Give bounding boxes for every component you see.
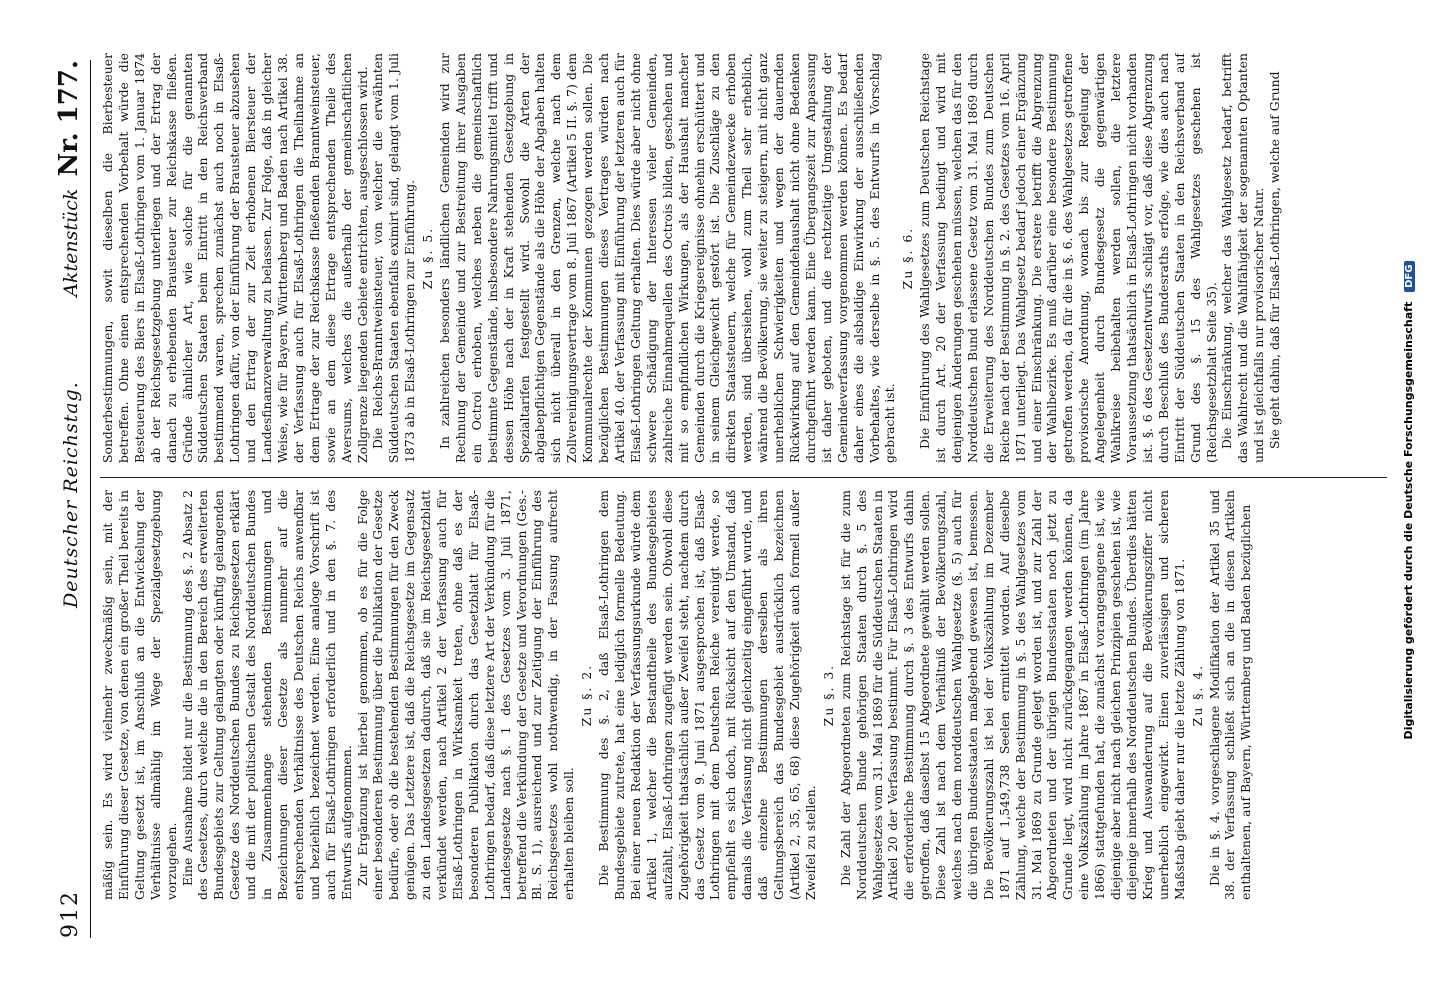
dfg-logo: DFG: [1404, 261, 1415, 292]
paragraph: Die Zahl der Abgeordneten zum Reichstage ist für die zum Norddeutschen Bunde gehörigen Staaten durch §. 5 des Wahlgesetzes vom 31. Mai 1869 für die Süddeutschen Staaten in Artikel 20 der Verfassung bestimmt. Für Elsaß-Lothringen wird die erforderliche Bestimmung durch §. 3 des Entwurfs dahin getroffen, daß daselbst 15 Abgeordnete gewählt werden sollen. Diese Zahl ist nach dem Verhältniß der Bevölkerungszahl, welches nach dem norddeutschen Wahlgesetze (§. 5) auch für die übrigen Bundesstaaten maßgebend gewesen ist, bemessen. Die Bevölkerungszahl ist bei der Volkszählung im Dezember 1871 auf 1,549,738 Seelen ermittelt worden. Auf dieselbe Zählung, welche der Bestimmung in §. 5 des Wahlgesetzes vom 31. Mai 1869 zu Grunde gelegt worden ist, und zur Zahl der Abgeordneten und der übrigen Bundesstaaten noch jetzt zu Grunde liegt, wird nicht zurückgegangen werden können, da eine Volkszählung im Jahre 1867 in Elsaß-Lothringen (im Jahre 1866) stattgefunden hat, die zunächst vorangegangene ist, wie diejenige aber nicht nach gleichen Prinzipien geschehen ist, wie diejenige innerhalb des Norddeutschen Bundes. Überdies hätten Krieg und Auswanderung auf die Bevölkerungsziffer nicht unerheblich eingewirkt. Einen zuverlässigen und sicheren Maßstab giebt daher nur die letzte Zählung von 1871.: [837, 490, 1187, 900]
section-heading: Zu §. 6.: [900, 226, 916, 290]
column-divider: [100, 477, 1387, 478]
right-running-title: [54, 60, 84, 297]
paragraph: Eine Ausnahme bildet nur die Bestimmung des §. 2 Absatz 2 des Gesetzes, durch welche die in den Bereich des erweiterten Bundesgebiets zur Geltung gelangten oder künftig gelangenden Gesetze des Norddeutschen Bundes zu Reichsgesetzen erklärt und die mit der politischen Gestalt des Norddeutschen Bundes in Zusammenhange stehenden Bestimmungen und Bezeichnungen dieser Gesetze als nunmehr auf die entsprechenden Verhältnisse des Deutschen Reichs anwendbar und beziehlich bezeichnet werden. Eine analoge Vorschrift ist auch für Elsaß-Lothringen erforderlich und in den §. 7. des Entwurfs aufgenommen.: [179, 490, 354, 900]
aktenstueck-label: Aktenstück: [60, 188, 82, 297]
paragraph: Sie geht dahin, daß für Elsaß-Lothringen, welche auf Grund: [1267, 71, 1283, 449]
credit-text: Digitalisierung gefördert durch die Deutsche Forschungsgemeinschaft: [1402, 301, 1415, 740]
paragraph: Die Einführung des Wahlgesetzes zum Deutschen Reichstage ist durch Art. 20 der Verfassung bedingt und wird mit denjenigen Änderungen geschehen müssen, welchen das für den Norddeutschen Bund erlassene Gesetz vom 31. Mai 1869 durch die Erweiterung des Norddeutschen Bundes zum Deutschen Reiche nach der Bestimmung in §. 2. des Gesetzes vom 16. April 1871 unterliegt. Das Wahlgesetz bedarf jedoch einer Ergänzung und einer Einschränkung. Die erstere betrifft die Abgrenzung der Wahlbezirke. Es muß darüber eine besondere Bestimmung getroffen werden, da für die in §. 6. des Wahlgesetzes getroffene provisorische Anordnung, wonach bis zur Regelung der Angelegenheit durch Bundesgesetz die gegenwärtigen Wahlkreise beibehalten werden sollen, die letztere Voraussetzung thatsächlich in Elsaß-Lothringen nicht vorhanden ist. §. 6 des Gesetzentwurfs schlägt vor, daß diese Abgrenzung durch Beschluß des Bundesraths erfolge, wie dies auch nach Eintritt der Süddeutschen Staaten in den Reichsverband auf Grund des §. 15 des Wahlgesetzes geschehen ist (Reichsgesetzblatt Seite 35).: [917, 53, 1219, 463]
document-number: Nr. 177.: [54, 60, 84, 177]
right-text-column: [100, 53, 1387, 463]
section-heading: Zu §. 4.: [1189, 663, 1205, 727]
paragraph: Sonderbestimmungen, sowit dieselben die Bierbesteuer betreffen. Ohne einen entsprechenden Vorbehalt würde die Besteuerung des Biers in Elsaß-Lothringen vom 1. Januar 1874 ab der Reichsgesetzgebung unterliegen und der Ertrag der danach zu erhebenden Brausteuer zur Reichskasse fließen. Gründe ähnlicher Art, wie solche für die genannten Süddeutschen Staaten beim Eintritt in den Reichsverband bestimmend waren, sprechen zunächst auch noch in Elsaß-Lothringen dafür, von der Einführung der Brausteuer abzusehen und den Ertrag der zur Zeit erhobenen Biersteuer der Landesfinanzverwaltung zu belassen. Zur Folge, daß in gleicher Weise, wie für Bayern, Württemberg und Baden nach Artikel 38. der Verfassung auch für Elsaß-Lothringen die Theilnahme an dem Ertrage der zur Reichskasse fließenden Branntweinsteuer, sowie an dem diese Ertrage entsprechenden Theile des Aversums, welches die außerhalb der gemeinschaftlichen Zollgrenze liegenden Gebiete entrichten, ausgeschlossen wird.: [100, 53, 370, 463]
paragraph: Die Einschränkung, welcher das Wahlgesetz bedarf, betrifft das Wahlrecht und die Wahlfähigkeit der sogenannten Optanten und ist gleichfalls nur provisorischer Natur.: [1219, 53, 1267, 463]
section-heading: Zu §. 2.: [579, 663, 595, 727]
section-heading: Zu §. 3.: [820, 663, 836, 727]
paragraph: Die Reichs-Branntweinsteuer, von welcher die erwähnten Süddeutschen Staaten ebenfalls eximirt sind, gelangt vom 1. Juli 1873 ab in Elsaß-Lothringen zur Einführung.: [370, 53, 418, 463]
section-heading: Zu §. 5.: [420, 226, 436, 290]
digitization-credit: [1402, 0, 1415, 1000]
paragraph: mäßig sein. Es wird vielmehr zweckmäßig sein, mit der Einführung dieser Gesetze, von denen ein großer Theil bereits in Geltung gesetzt ist, im Anschluß an die Entwickelung der Verhältnisse allmählig im Wege der Spezialgesetzgebung vorzugehen.: [100, 490, 179, 900]
paragraph: Die Bestimmung des §. 2, daß Elsaß-Lothringen dem Bundesgebiete zutrete, hat eine lediglich formelle Bedeutung. Bei einer neuen Redaktion der Verfassungsurkunde würde dem Artikel 1, welcher die Bestandtheile des Bundesgebietes aufzählt, Elsaß-Lothringen zugefügt werden sein. Obwohl diese Zugehörigkeit thatsächlich außer Zweifel steht, nachdem durch das Gesetz vom 9. Juni 1871 ausgesprochen ist, daß Elsaß-Lothringen mit dem Deutschen Reiche vereinigt werde, so empfiehlt es sich doch, mit Rücksicht auf den Umstand, daß damals die Verfassung nicht gleichzeitig eingeführt wurde, und daß einzelne Bestimmungen derselben als ihren Geltungsbereich das Bundesgebiet ausdrücklich bezeichnen (Artikel 2, 35, 65, 68) diese Zugehörigkeit auch formell außer Zweifel zu stellen.: [596, 490, 818, 900]
running-head: [52, 60, 92, 938]
page-number: 912: [58, 890, 83, 938]
left-running-title: Deutscher Reichstag.: [60, 381, 82, 608]
header-rule: [90, 60, 91, 938]
paragraph: Zur Ergänzung ist hierbei genommen, ob es für die Folge einer besonderen Bestimmung über die Publikation der Gesetze bedürfe, oder ob die bestehenden Bestimmungen für den Zweck genügen. Das Letztere ist, daß die Reichsgesetze im Gegensatz zu den Landesgesetzen dadurch, daß sie im Reichsgesetzblatt verkündet werden, nach Artikel 2 der Verfassung auch für Elsaß-Lothringen in Wirksamkeit treten, ohne daß es der besonderen Publikation durch das Gesetzblatt für Elsaß-Lothringen bedarf, daß diese letztere Art der Verkündung für die Landesgesetze nach §. 1 des Gesetzes vom 3. Juli 1871, betreffend die Verkündung der Gesetze und Verordnungen (Ges.-Bl. S. 1), ausreichend und zur Zeitigung der Einführung des Reichsgesetzes wohl nothwendig, in der Fassung aufrecht erhalten bleiben soll.: [354, 490, 577, 900]
paragraph: Die in §. 4. vorgeschlagene Modifikation der Artikel 35 und 38. der Verfassung schließt sich an die in diesen Artikeln enthaltenen, auf Bayern, Württemberg und Baden bezüglichen: [1206, 490, 1254, 900]
left-text-column: [100, 490, 1387, 900]
paragraph: In zahlreichen besonders ländlichen Gemeinden wird zur Rechnung der Gemeinde und zur Bestreitung ihrer Ausgaben ein Octroi erhoben, welches neben die gemeinschaftlich bestimmte Gegenstände, insbesondere Nahrungsmittel trifft und dessen Höhe nach der in Kraft stehenden Gesetzgebung in Spezialtarifen festgestellt wird. Sowohl die Arten der abgabepflichtigen Gegenstände als die Höhe der Abgaben halten sich nicht überall in den Grenzen, welche nach dem Zollvereinigungsvertrage vom 8. Juli 1867 (Artikel 5 II. §. 7) dem Kommunalrechte der Kommunen gezogen werden sollen. Die bezüglichen Bestimmungen dieses Vertrages würden nach Artikel 40. der Verfassung mit Einführung der letzteren auch für Elsaß-Lothringen Geltung erhalten. Dies würde aber nicht ohne schwere Schädigung der Interessen vieler Gemeinden, zahlreiche Einnahmequellen des Octrois bilden, geschehen und mit so empfindlichen Wirkungen, als der Haushalt mancher Gemeinden durch die Kriegsereignisse ohnehin erschüttert und in seinem Gleichgewicht gestört ist. Die Zuschläge zu den direkten Staatssteuern, welche für Gemeindezwecke erhoben werden, sind übersiehen, wohl zum Theil sehr erheblich, während die Bevölkerung, sie weiter zu steigern, mit nicht ganz unerheblichen Schwierigkeiten und wegen der dauernden Rückwirkung auf den Gemeindehaushalt nicht ohne Bedenken durchgeführt werden kann. Eine Übergangszeit zur Anpassung ist daher geboten, und die rechtzeitige Umgestaltung der Gemeindeverfassung vorgenommen werden können. Es bedarf daher eines die alsbaldige Einwirkung der ausschließenden Vorbehaltes, wie derselbe in §. 5. des Entwurfs in Vorschlag gebracht ist.: [437, 53, 898, 463]
